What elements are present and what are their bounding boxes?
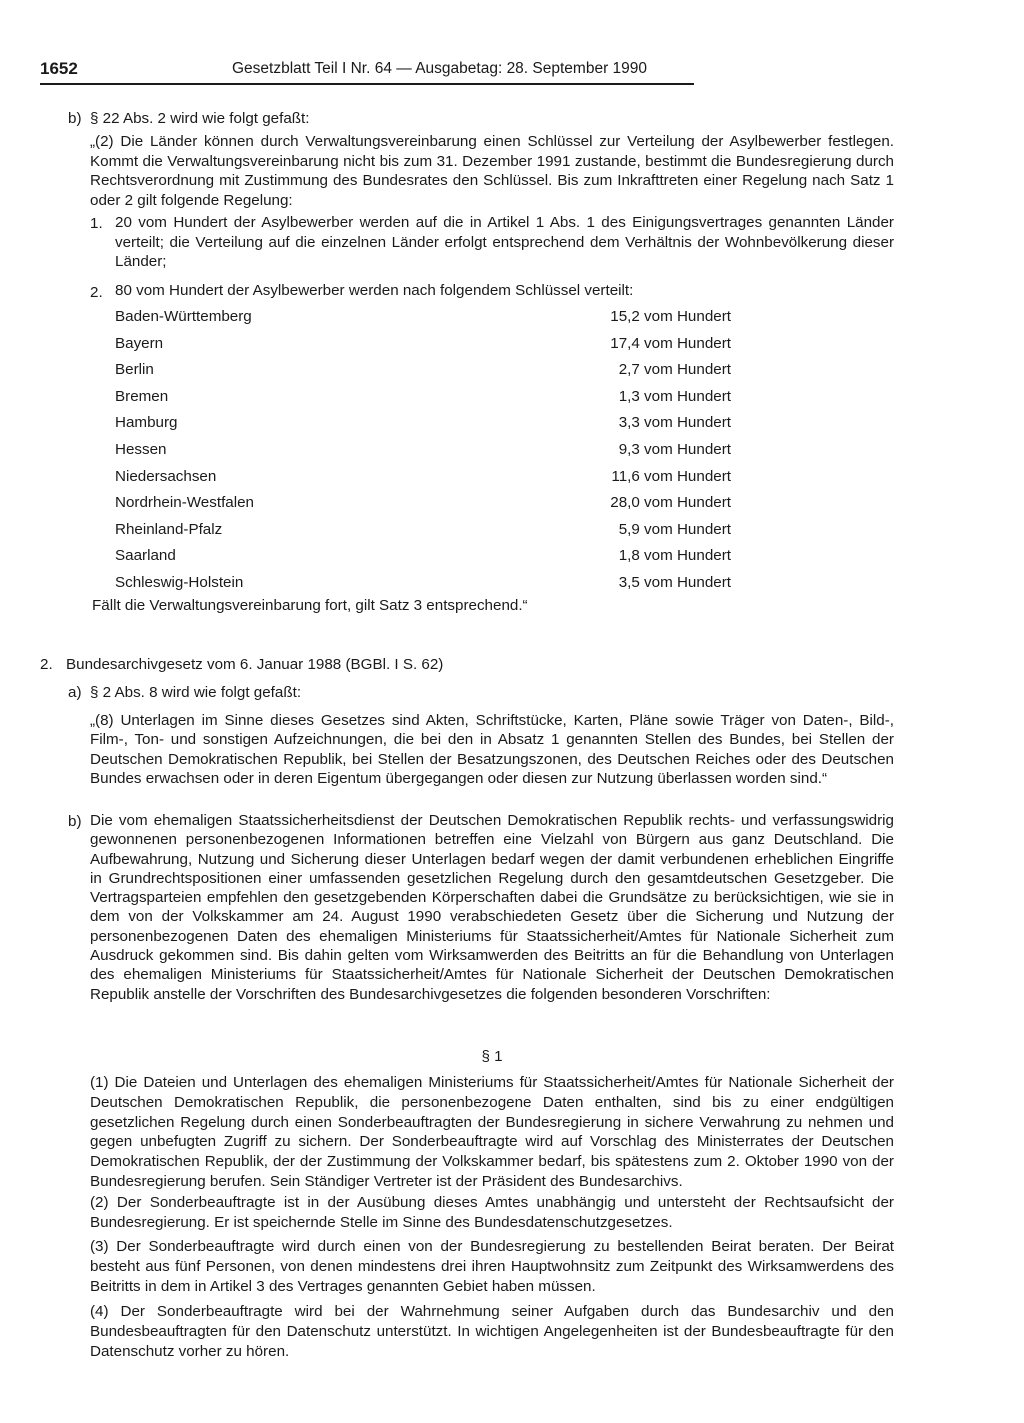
list-number-2: 2. [90,284,103,301]
state-share: 5,9 vom Hundert [618,520,731,538]
state-name: Rheinland-Pfalz [115,520,223,538]
paragraph-1-2: (2) Der Sonderbeauftragte ist in der Ausübung dieses Amtes unabhängig und untersteht der Rechtsaufsicht der Bundesregierung. Er ist speichernde Stelle im Sinne des Bundesdatenschutzgesetzes. [90,1194,894,1231]
distribution-row [115,494,731,514]
state-name: Berlin [115,361,154,379]
state-name: Schleswig-Holstein [115,574,244,591]
section-2-title: Bundesarchivgesetz vom 6. Januar 1988 (BGBl. I S. 62) [66,656,444,673]
list-item-2: 80 vom Hundert der Asylbewerber werden nach folgendem Schlüssel verteilt: [115,282,634,299]
state-share: 28,0 vom Hundert [610,494,731,512]
list-item-1: 20 vom Hundert der Asylbewerber werden auf die in Artikel 1 Abs. 1 des Einigungsvertrages genannten Länder verteilt; die Verteilung auf die einzelnen Länder erfolgt entsprechend dem Verhältnis der Wohnbevölkerung dieser Länder; [115,214,894,270]
distribution-row [115,414,731,434]
distribution-row [115,361,731,381]
state-share: 15,2 vom Hundert [610,308,731,325]
distribution-row [115,335,731,355]
state-share: 17,4 vom Hundert [610,334,731,352]
page-number: 1652 [40,59,78,78]
distribution-row [115,547,731,567]
state-name: Bayern [115,334,164,352]
state-share: 11,6 vom Hundert [611,467,731,485]
item-marker-a: a) [68,684,82,701]
state-share: 9,3 vom Hundert [618,441,731,458]
header-title: Gesetzblatt Teil I Nr. 64 — Ausgabetag: 28. September 1990 [232,60,648,77]
paragraph-1-1: (1) Die Dateien und Unterlagen des ehemaligen Ministeriums für Staatssicherheit/Amtes für Nationale Sicherheit der Deutschen Demokratischen Republik, die personenbezogene Daten enthalten, sind bis zu einer endgültigen gesetzlichen Regelung durch einen Sonderbeauftragten der Bundesregierung in sichere Verwahrung zu nehmen und gegen unbefugten Zugriff zu sichern. Der Sonderbeauftragte wird auf Vorschlag des Ministerrates der Deutschen Demokratischen Republik, der der Zustimmung der Volkskammer bedarf, bis spätestens zum 2. Oktober 1990 von der Bundesregierung berufen. Sein Ständiger Vertreter ist der Präsident des Bundesarchivs. [90,1074,894,1190]
paragraph-1-3: (3) Der Sonderbeauftragte wird durch einen von der Bundesregierung zu bestellenden Beirat beraten. Der Beirat besteht aus fünf Personen, von denen mindestens drei ihren Hauptwohnsitz zum Zeitpunkt des Wirksamwerdens des Beitritts in dem in Artikel 3 des Vertrages genannten Gebiet haben müssen. [90,1238,894,1295]
state-share: 3,3 vom Hundert [618,414,731,432]
page-header [40,60,694,84]
state-name: Hessen [115,441,167,458]
state-name: Saarland [115,547,176,565]
amendment-intro: § 22 Abs. 2 wird wie folgt gefaßt: [90,110,310,127]
item-marker-b: b) [68,110,82,127]
distribution-row [115,388,731,408]
header-rule [40,83,694,85]
distribution-row [115,308,731,328]
state-share: 3,5 vom Hundert [618,574,731,591]
amendment-a-intro: § 2 Abs. 8 wird wie folgt gefaßt: [90,684,302,701]
state-name: Bremen [115,387,169,405]
quoted-paragraph: „(2) Die Länder können durch Verwaltungsvereinbarung einen Schlüssel zur Verteilung der Asylbewerber festlegen. Kommt die Verwaltungsvereinbarung nicht bis zum 31. Dezember 1991 zustande, bestimmt die Bundesregierung durch Rechtsverordnung mit Zustimmung des Bundesrates den Schlüssel. Bis zum Inkrafttreten einer Regelung nach Satz 1 oder 2 gilt folgende Regelung: [90,133,894,209]
state-name: Nordrhein-Westfalen [115,494,255,512]
distribution-row [115,441,731,461]
section-number-2: 2. [40,656,53,673]
distribution-row [115,468,731,488]
closing-sentence: Fällt die Verwaltungsvereinbarung fort, gilt Satz 3 entsprechend.“ [92,597,528,614]
distribution-row [115,574,731,594]
state-name: Hamburg [115,414,178,432]
state-name: Baden-Württemberg [115,308,252,325]
state-share: 2,7 vom Hundert [618,361,731,379]
section-heading: § 1 [481,1048,503,1065]
list-number-1: 1. [90,215,103,232]
state-name: Niedersachsen [115,467,217,485]
state-share: 1,8 vom Hundert [618,547,731,565]
item-marker-b2: b) [68,813,82,830]
state-share: 1,3 vom Hundert [618,387,731,405]
amendment-b-text: Die vom ehemaligen Staatssicherheitsdienst der Deutschen Demokratischen Republik rechts- und verfassungswidrig gewonnenen personenbezogenen Informationen betreffen eine Vielzahl von Bürgern aus ganz Deutschland. Die Aufbewahrung, Nutzung und Sicherung dieser Unterlagen bedarf wegen der damit verbundenen erheblichen Eingriffe in Grundrechtspositionen einer umfassenden gesetzlichen Regelung durch den gesamtdeutschen Gesetzgeber. Die Vertragsparteien empfehlen den gesetzgebenden Körperschaften dabei die Grundsätze zu berücksichtigen, wie sie in dem von der Volkskammer am 24. August 1990 verabschiedeten Gesetz über die Sicherung und Nutzung der personenbezogenen Daten des ehemaligen Ministeriums für Staatssicherheit/Amtes für Nationale Sicherheit zum Ausdruck gekommen sind. Bis dahin gelten vom Wirksamwerden des Beitritts an für die Behandlung von Unterlagen des ehemaligen Ministeriums für Staatssicherheit/Amtes für Nationale Sicherheit der Deutschen Demokratischen Republik anstelle der Vorschriften des Bundesarchivgesetzes die folgenden besonderen Vorschriften: [90,812,894,1003]
quoted-paragraph-8: „(8) Unterlagen im Sinne dieses Gesetzes sind Akten, Schriftstücke, Karten, Pläne sowie Träger von Daten-, Bild-, Film-, Ton- und sonstigen Aufzeichnungen, die bei den in Absatz 1 genannten Stellen des Bundes, bei Stellen der Deutschen Demokratischen Republik, bei Stellen der Besatzungszonen, des Deutschen Reiches oder des Deutschen Bundes erwachsen oder in deren Eigentum übergegangen oder diesen zur Nutzung überlassen worden sind.“ [90,712,894,787]
paragraph-1-4: (4) Der Sonderbeauftragte wird bei der Wahrnehmung seiner Aufgaben durch das Bundesarchiv und den Bundesbeauftragten für den Datenschutz unterstützt. In wichtigen Angelegenheiten ist der Bundesbeauftragte für den Datenschutz vorher zu hören. [90,1303,894,1360]
distribution-row [115,521,731,541]
